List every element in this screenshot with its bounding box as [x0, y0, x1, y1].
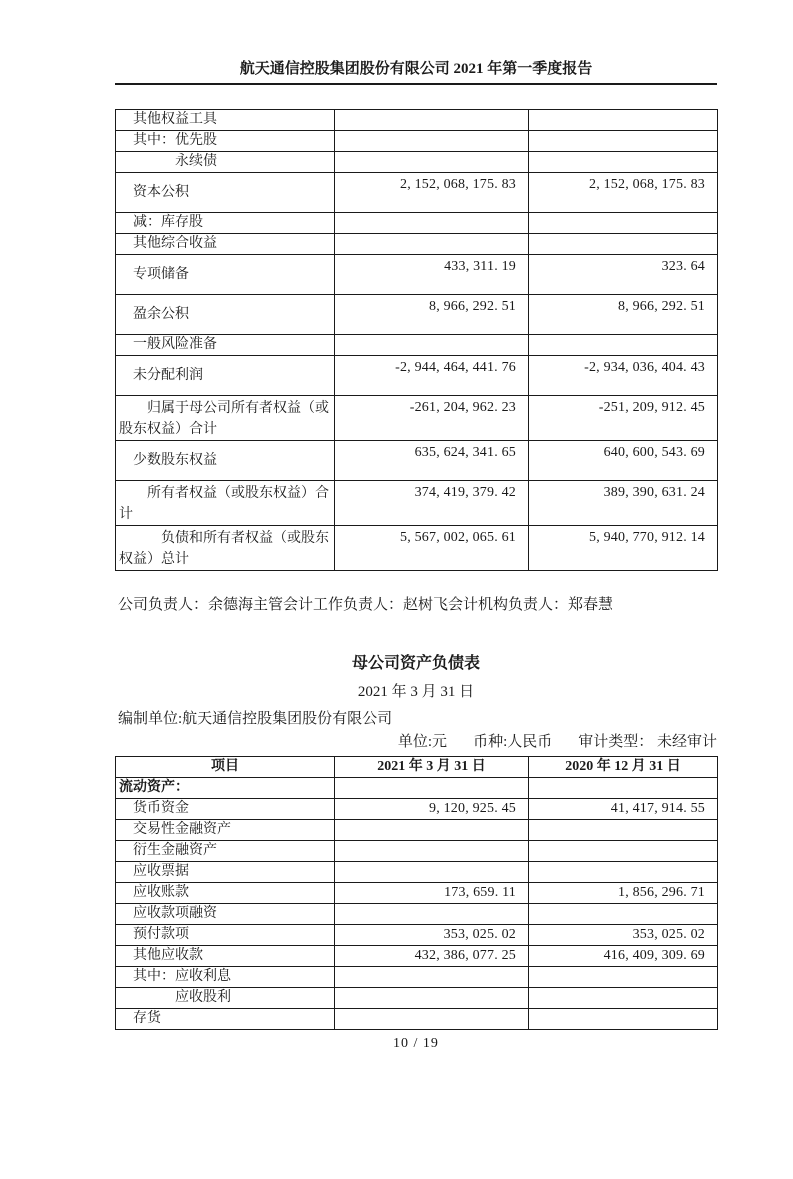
column-header-item: 项目	[116, 757, 335, 778]
row-label: 其他综合收益	[116, 234, 335, 255]
row-value-2020: 416, 409, 309. 69	[529, 946, 718, 967]
row-value-2021	[335, 820, 529, 841]
table-row	[116, 925, 718, 946]
row-value-2020	[529, 862, 718, 883]
row-value-2021	[335, 904, 529, 925]
report-page	[0, 57, 793, 1179]
row-value-2021: 9, 120, 925. 45	[335, 799, 529, 820]
balance-table	[115, 756, 718, 1030]
row-label: 专项储备	[116, 255, 335, 295]
table-row	[116, 862, 718, 883]
unit-currency-audit-line	[115, 730, 717, 751]
row-value-2021	[335, 152, 529, 173]
row-label: 一般风险准备	[116, 335, 335, 356]
row-value-2021: -261, 204, 962. 23	[335, 396, 529, 441]
equity-table	[115, 109, 718, 571]
row-value-2021: 433, 311. 19	[335, 255, 529, 295]
row-value-2021: 432, 386, 077. 25	[335, 946, 529, 967]
row-value-2020	[529, 967, 718, 988]
signatories-line: 公司负责人：余德海主管会计工作负责人：赵树飞会计机构负责人：郑春慧	[118, 597, 614, 613]
row-value-2020	[529, 820, 718, 841]
row-label: 归属于母公司所有者权益（或股东权益）合计	[116, 396, 335, 441]
table-row	[116, 481, 718, 526]
row-value-2021	[335, 988, 529, 1009]
row-value-2020: -251, 209, 912. 45	[529, 396, 718, 441]
row-label: 所有者权益（或股东权益）合计	[116, 481, 335, 526]
row-value-2021: 2, 152, 068, 175. 83	[335, 173, 529, 213]
row-label: 应收账款	[116, 883, 335, 904]
row-value-2020: 389, 390, 631. 24	[529, 481, 718, 526]
table-row	[116, 441, 718, 481]
table-row	[116, 946, 718, 967]
row-value-2020	[529, 904, 718, 925]
row-label: 货币资金	[116, 799, 335, 820]
table-row	[116, 356, 718, 396]
row-value-2020	[529, 335, 718, 356]
table-row	[116, 967, 718, 988]
table-row	[116, 213, 718, 234]
row-label: 其中：优先股	[116, 131, 335, 152]
row-value-2020: 353, 025. 02	[529, 925, 718, 946]
row-value-2020: -2, 934, 036, 404. 43	[529, 356, 718, 396]
column-header-2021: 2021 年 3 月 31 日	[335, 757, 529, 778]
table-row	[116, 255, 718, 295]
row-value-2020: 323. 64	[529, 255, 718, 295]
row-value-2020	[529, 234, 718, 255]
row-value-2021: -2, 944, 464, 441. 76	[335, 356, 529, 396]
row-label: 负债和所有者权益（或股东权益）总计	[116, 526, 335, 571]
row-label: 应收股利	[116, 988, 335, 1009]
row-value-2021	[335, 862, 529, 883]
row-value-2020	[529, 131, 718, 152]
row-label: 其他应收款	[116, 946, 335, 967]
row-value-2020: 41, 417, 914. 55	[529, 799, 718, 820]
row-value-2021	[335, 110, 529, 131]
table-row	[116, 799, 718, 820]
row-value-2020: 2, 152, 068, 175. 83	[529, 173, 718, 213]
row-label: 流动资产：	[116, 778, 335, 799]
table-row	[116, 234, 718, 255]
table-row	[116, 988, 718, 1009]
page-content	[115, 57, 717, 1052]
row-value-2020	[529, 778, 718, 799]
row-label: 盈余公积	[116, 295, 335, 335]
row-value-2021: 8, 966, 292. 51	[335, 295, 529, 335]
table-row	[116, 131, 718, 152]
table-row	[116, 335, 718, 356]
row-label: 资本公积	[116, 173, 335, 213]
row-value-2021	[335, 213, 529, 234]
row-value-2021	[335, 335, 529, 356]
table-row	[116, 841, 718, 862]
table-row	[116, 1009, 718, 1030]
row-value-2021	[335, 841, 529, 862]
row-value-2021: 353, 025. 02	[335, 925, 529, 946]
table-row	[116, 152, 718, 173]
row-label: 少数股东权益	[116, 441, 335, 481]
row-label: 减：库存股	[116, 213, 335, 234]
table-row	[116, 778, 718, 799]
row-value-2021	[335, 234, 529, 255]
unit-label: 单位:元	[397, 734, 448, 750]
row-value-2020: 5, 940, 770, 912. 14	[529, 526, 718, 571]
row-value-2021: 635, 624, 341. 65	[335, 441, 529, 481]
table-row	[116, 820, 718, 841]
row-value-2021: 5, 567, 002, 065. 61	[335, 526, 529, 571]
table-row	[116, 110, 718, 131]
row-value-2021	[335, 131, 529, 152]
row-label: 其他权益工具	[116, 110, 335, 131]
row-value-2021	[335, 778, 529, 799]
statement-title: 母公司资产负债表	[351, 655, 480, 672]
table-header-row	[116, 757, 718, 778]
row-value-2020	[529, 841, 718, 862]
audit-type-label: 审计类型： 未经审计	[578, 734, 717, 750]
row-value-2020: 8, 966, 292. 51	[529, 295, 718, 335]
table-row	[116, 396, 718, 441]
row-value-2020	[529, 1009, 718, 1030]
row-label: 衍生金融资产	[116, 841, 335, 862]
row-value-2020	[529, 213, 718, 234]
footer-page-number: 10 / 19	[393, 1036, 439, 1051]
table-row	[116, 526, 718, 571]
row-value-2021: 173, 659. 11	[335, 883, 529, 904]
page-header-title: 航天通信控股集团股份有限公司 2021 年第一季度报告	[115, 57, 717, 85]
row-value-2020: 1, 856, 296. 71	[529, 883, 718, 904]
column-header-2020: 2020 年 12 月 31 日	[529, 757, 718, 778]
currency-label: 币种:人民币	[473, 734, 553, 750]
row-label: 未分配利润	[116, 356, 335, 396]
row-value-2020	[529, 152, 718, 173]
row-value-2021: 374, 419, 379. 42	[335, 481, 529, 526]
row-value-2020	[529, 988, 718, 1009]
row-value-2020: 640, 600, 543. 69	[529, 441, 718, 481]
prepared-by-line: 编制单位:航天通信控股集团股份有限公司	[118, 711, 393, 727]
table-row	[116, 173, 718, 213]
row-label: 应收票据	[116, 862, 335, 883]
row-label: 预付款项	[116, 925, 335, 946]
row-value-2021	[335, 967, 529, 988]
table-row	[116, 295, 718, 335]
row-label: 存货	[116, 1009, 335, 1030]
row-value-2020	[529, 110, 718, 131]
row-label: 应收款项融资	[116, 904, 335, 925]
row-label: 其中：应收利息	[116, 967, 335, 988]
row-label: 交易性金融资产	[116, 820, 335, 841]
row-value-2021	[335, 1009, 529, 1030]
table-row	[116, 904, 718, 925]
row-label: 永续债	[116, 152, 335, 173]
statement-date: 2021 年 3 月 31 日	[357, 684, 475, 700]
table-row	[116, 883, 718, 904]
